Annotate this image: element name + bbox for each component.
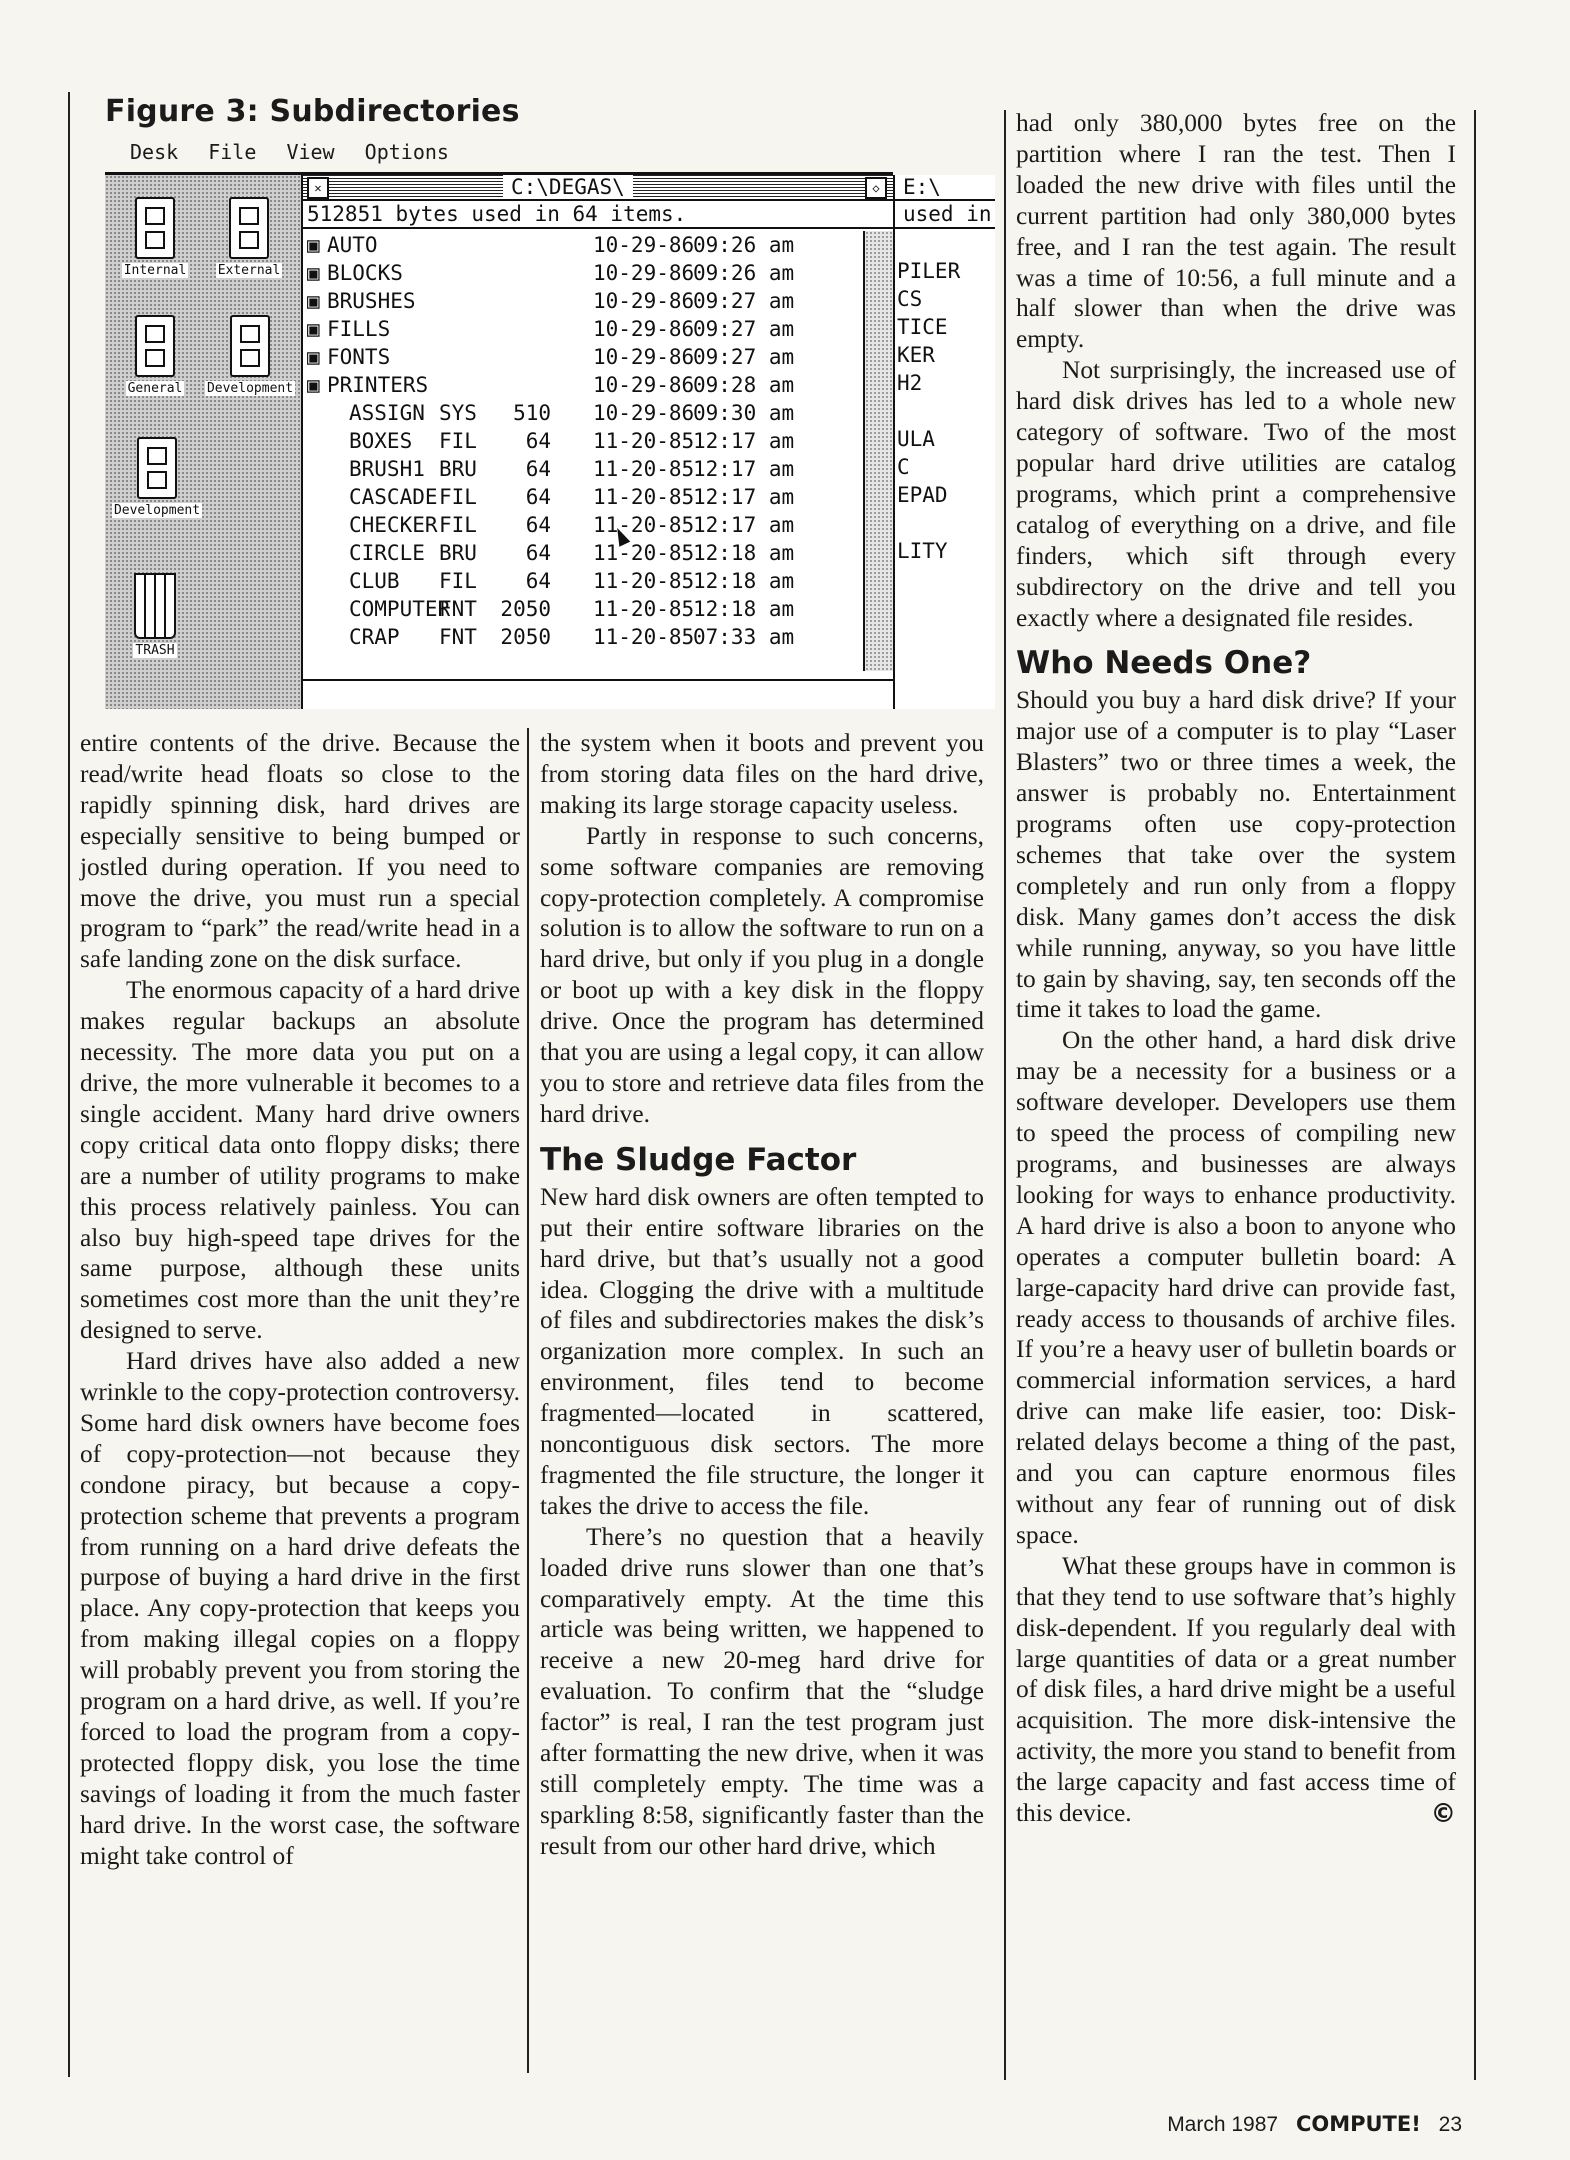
file-time: 09:27 am bbox=[693, 289, 795, 313]
file-ext: FNT bbox=[439, 597, 477, 621]
paragraph bbox=[540, 728, 984, 821]
footer-magazine: COMPUTE! bbox=[1295, 2112, 1421, 2136]
paragraph bbox=[80, 728, 520, 975]
file-size: 510 bbox=[513, 401, 551, 425]
menu-options: Options bbox=[364, 140, 449, 164]
drive-icon-internal: Internal bbox=[115, 197, 195, 278]
end-of-article-mark: © bbox=[1430, 1798, 1456, 1829]
file-date: 10-29-86 bbox=[593, 233, 695, 257]
paragraph-text: Partly in response to such concerns, some software companies are removing copy-protection completely. A compromise solution is to allow the software to run on a hard drive, but only if you plug in a dongle or boot up with a key disk in the floppy drive. Once the program has determined that you are using a legal copy, it can allow you to store and retrieve data files from the hard drive. bbox=[540, 821, 984, 1128]
file-row[interactable] bbox=[303, 595, 843, 623]
paragraph-text: The enormous capacity of a hard drive makes regular backups an absolute necessity. The more data you put on a drive, the more vulnerable it becomes to a single accident. Many hard drive owners copy critical data onto floppy disks; there are a number of utility programs to make this process relatively painless. You can also buy high-speed tape drives for the same purpose, although these units sometimes cost more than the unit they’re designed to serve. bbox=[80, 976, 520, 1345]
file-date: 11-20-85 bbox=[593, 569, 695, 593]
file-name: ASSIGN bbox=[349, 401, 425, 425]
close-box-icon: ✕ bbox=[307, 177, 329, 199]
file-ext: FIL bbox=[439, 569, 477, 593]
file-date: 11-20-85 bbox=[593, 457, 695, 481]
file-row[interactable] bbox=[303, 399, 843, 427]
file-row[interactable] bbox=[303, 483, 843, 511]
file-date: 10-29-86 bbox=[593, 317, 695, 341]
file-cabinet-icon bbox=[229, 197, 269, 259]
page-footer bbox=[1167, 2112, 1462, 2137]
column-right bbox=[1016, 108, 1456, 1829]
desktop-area bbox=[105, 175, 301, 709]
file-size: 64 bbox=[525, 429, 551, 453]
paragraph-text: On the other hand, a hard disk drive may be a necessity for a business or a software developer. Developers use them to speed the process of compiling new programs, and businesses are always looking for ways to enhance productivity. A hard drive is also a boon to anyone who operates a computer bulletin board: A large-capacity hard drive can provide fast, ready access to thousands of archive files. If you’re a heavy user of bulletin boards or commercial information services, a hard drive can make life easier, too: Disk-related delays become a thing of the past, and you can capture enormous files without any fear of running out of disk space. bbox=[1016, 1026, 1456, 1549]
file-time: 09:27 am bbox=[693, 317, 795, 341]
file-row[interactable] bbox=[303, 343, 843, 371]
paragraph-text: Not surprisingly, the increased use of hard disk drives has led to a whole new category of software. Two of the most popular hard drive utilities are catalog programs, which print a comprehensive catalog of everything on a drive, and file finders, which sift through every subdirectory on the drive and tell you exactly where a designated file resides. bbox=[1016, 356, 1456, 632]
file-row[interactable] bbox=[303, 567, 843, 595]
window-info-line: 512851 bytes used in 64 items. bbox=[303, 201, 893, 229]
file-cabinet-icon bbox=[135, 197, 175, 259]
section-heading bbox=[1016, 645, 1456, 681]
file-time: 12:17 am bbox=[693, 429, 795, 453]
file-row[interactable] bbox=[303, 315, 843, 343]
file-row[interactable] bbox=[303, 231, 843, 259]
file-name: FONTS bbox=[327, 345, 391, 369]
file-date: 10-29-86 bbox=[593, 261, 695, 285]
drive-icon-general: General bbox=[115, 315, 195, 396]
file-size: 2050 bbox=[500, 625, 551, 649]
file-ext: FNT bbox=[439, 625, 477, 649]
drive-e-row[interactable]: LITY bbox=[897, 539, 948, 563]
file-row[interactable] bbox=[303, 623, 843, 651]
file-name: BRUSH1 bbox=[349, 457, 425, 481]
drive-e-list bbox=[895, 229, 995, 565]
file-ext: SYS bbox=[439, 401, 477, 425]
file-date: 10-29-86 bbox=[593, 345, 695, 369]
drive-e-row[interactable]: TICE bbox=[897, 315, 948, 339]
file-ext: FIL bbox=[439, 429, 477, 453]
file-cabinet-icon bbox=[137, 437, 177, 499]
file-row[interactable] bbox=[303, 539, 843, 567]
file-size: 64 bbox=[525, 457, 551, 481]
file-time: 09:28 am bbox=[693, 373, 795, 397]
drive-e-row[interactable] bbox=[895, 509, 995, 537]
file-name: CLUB bbox=[349, 569, 400, 593]
file-row[interactable] bbox=[303, 371, 843, 399]
file-size: 64 bbox=[525, 513, 551, 537]
file-size: 64 bbox=[525, 541, 551, 565]
file-date: 10-29-86 bbox=[593, 401, 695, 425]
paragraph bbox=[540, 1182, 984, 1522]
menu-desk: Desk bbox=[130, 140, 179, 164]
figure-title: Figure 3: Subdirectories bbox=[105, 94, 520, 129]
file-size: 2050 bbox=[500, 597, 551, 621]
folder-icon: ▣ bbox=[307, 289, 320, 313]
file-ext: FIL bbox=[439, 513, 477, 537]
file-name: CRAP bbox=[349, 625, 400, 649]
file-row[interactable] bbox=[303, 511, 843, 539]
directory-window bbox=[301, 175, 893, 709]
paragraph bbox=[1016, 355, 1456, 633]
paragraph bbox=[1016, 108, 1456, 355]
file-name: PRINTERS bbox=[327, 373, 429, 397]
file-date: 10-29-86 bbox=[593, 373, 695, 397]
footer-date: March 1987 bbox=[1167, 2113, 1279, 2136]
drive-icon-development: Development bbox=[201, 315, 299, 396]
drive-e-row[interactable]: PILER bbox=[897, 259, 961, 283]
paragraph bbox=[540, 821, 984, 1130]
file-row[interactable] bbox=[303, 287, 843, 315]
file-date: 11-20-85 bbox=[593, 513, 695, 537]
paragraph-text: had only 380,000 bytes free on the partition where I ran the test. Then I loaded the new drive with files until the current partition had only 380,000 bytes free, and I ran the test again. The result was a time of 10:56, a full minute and a half slower than when the drive was empty. bbox=[1016, 109, 1456, 354]
window-title: C:\DEGAS\ bbox=[503, 175, 633, 199]
file-name: FILLS bbox=[327, 317, 391, 341]
file-name: BLOCKS bbox=[327, 261, 403, 285]
paragraph-text: There’s no question that a heavily loaded drive runs slower than one that’s comparatively empty. At the time this article was being written, we happened to receive a new 20-meg hard drive for evaluation. To confirm that the “sludge factor” is real, I ran the test program just after formatting the new drive, when it was still completely empty. The time was a sparkling 8:58, significantly faster than the result from our other hard drive, which bbox=[540, 1522, 984, 1860]
fuller-box-icon: ◇ bbox=[865, 177, 887, 199]
file-time: 12:18 am bbox=[693, 597, 795, 621]
column-rule-middle-right bbox=[1004, 110, 1006, 2080]
file-cabinet-icon bbox=[230, 315, 270, 377]
paragraph bbox=[1016, 1551, 1456, 1829]
desktop-menu-bar bbox=[130, 140, 467, 164]
column-left bbox=[80, 728, 520, 1872]
menu-file: File bbox=[208, 140, 257, 164]
folder-icon: ▣ bbox=[307, 373, 320, 397]
file-row[interactable] bbox=[303, 455, 843, 483]
column-rule-middle-left bbox=[527, 728, 529, 2073]
paragraph bbox=[1016, 1025, 1456, 1550]
file-ext: BRU bbox=[439, 541, 477, 565]
file-list bbox=[303, 231, 843, 651]
drive-icon-development-2: Development bbox=[107, 437, 207, 518]
drive-e-row[interactable]: KER bbox=[897, 343, 935, 367]
file-cabinet-icon bbox=[135, 315, 175, 377]
drive-e-window bbox=[893, 175, 995, 709]
file-name: AUTO bbox=[327, 233, 378, 257]
file-time: 12:18 am bbox=[693, 569, 795, 593]
file-ext: FIL bbox=[439, 485, 477, 509]
file-time: 12:17 am bbox=[693, 513, 795, 537]
drive-icon-external: External bbox=[203, 197, 295, 278]
file-time: 07:33 am bbox=[693, 625, 795, 649]
trash-can: TRASH bbox=[115, 573, 195, 658]
file-name: CIRCLE bbox=[349, 541, 425, 565]
section-heading bbox=[540, 1142, 984, 1178]
drive-e-row[interactable] bbox=[895, 397, 995, 425]
column-rule-right bbox=[1474, 110, 1476, 2080]
file-date: 11-20-85 bbox=[593, 625, 695, 649]
paragraph bbox=[1016, 685, 1456, 1025]
file-time: 09:27 am bbox=[693, 345, 795, 369]
folder-icon: ▣ bbox=[307, 345, 320, 369]
file-name: BRUSHES bbox=[327, 289, 416, 313]
drive-e-row[interactable]: CS bbox=[897, 287, 923, 311]
paragraph-text: The Sludge Factor bbox=[540, 1141, 857, 1178]
file-date: 10-29-86 bbox=[593, 289, 695, 313]
file-date: 11-20-85 bbox=[593, 597, 695, 621]
desktop-screenshot bbox=[105, 172, 992, 709]
file-name: COMPUTER bbox=[349, 597, 451, 621]
file-name: CHECKER bbox=[349, 513, 438, 537]
file-date: 11-20-85 bbox=[593, 541, 695, 565]
file-time: 12:17 am bbox=[693, 457, 795, 481]
file-time: 12:17 am bbox=[693, 485, 795, 509]
paragraph-text: Should you buy a hard disk drive? If your major use of a computer is to play “Laser Blasters” two or three times a week, the answer is probably no. Entertainment programs often use copy-protection schemes that take over the system completely and run only from a floppy disk. Many games don’t access the disk while running, anyway, so you have little to gain by shaving, say, ten seconds off the time it takes to load the game. bbox=[1016, 686, 1456, 1024]
paragraph-text: What these groups have in common is that they tend to use software that’s highly disk-dependent. If you regularly deal with large quantities of data or a great number of disk files, a hard drive might be a useful acquisition. The more disk-intensive the activity, the more you stand to benefit from the large capacity and fast access time of this device. bbox=[1016, 1551, 1456, 1828]
folder-icon: ▣ bbox=[307, 233, 320, 257]
file-size: 64 bbox=[525, 569, 551, 593]
horizontal-scrollbar bbox=[303, 679, 893, 709]
file-row[interactable] bbox=[303, 427, 843, 455]
column-middle bbox=[540, 728, 984, 1862]
paragraph bbox=[540, 1522, 984, 1862]
drive-e-title: E:\ bbox=[895, 175, 995, 201]
paragraph-text: Who Needs One? bbox=[1016, 645, 1312, 682]
paragraph-text: Hard drives have also added a new wrinkle to the copy-protection controversy. Some hard disk owners have become foes of copy-protection—not because they condone piracy, but because a copy-protection scheme that prevents a program from running on a hard drive defeats the purpose of buying a hard drive in the first place. Any copy-protection that keeps you from making illegal copies on a floppy will probably prevent you from storing the program on a hard drive, as well. If you’re forced to load the program from a copy-protected floppy disk, you lose the time savings of loading it from the much faster hard drive. In the worst case, the software might take control of bbox=[80, 1347, 520, 1870]
paragraph-text: the system when it boots and prevent you from storing data files on the hard drive, making its large storage capacity useless. bbox=[540, 729, 984, 819]
footer-page-number: 23 bbox=[1438, 2113, 1462, 2136]
drive-e-row[interactable]: ULA bbox=[897, 427, 935, 451]
file-date: 11-20-85 bbox=[593, 429, 695, 453]
trash-icon bbox=[134, 573, 176, 639]
vertical-scrollbar bbox=[863, 231, 893, 671]
paragraph bbox=[80, 1346, 520, 1871]
drive-e-row[interactable]: H2 bbox=[897, 371, 923, 395]
file-time: 12:18 am bbox=[693, 541, 795, 565]
folder-icon: ▣ bbox=[307, 261, 320, 285]
file-time: 09:26 am bbox=[693, 261, 795, 285]
file-row[interactable] bbox=[303, 259, 843, 287]
file-time: 09:26 am bbox=[693, 233, 795, 257]
paragraph bbox=[80, 975, 520, 1346]
paragraph-text: New hard disk owners are often tempted to put their entire software libraries on the hard drive, but that’s usually not a good idea. Clogging the drive with a multitude of files and subdirectories makes the disk’s organization more complex. In such an environment, files tend to become fragmented—located in scattered, noncontiguous disk sectors. The more fragmented the file structure, the longer it takes the drive to access the file. bbox=[540, 1182, 984, 1520]
drive-e-row[interactable]: EPAD bbox=[897, 483, 948, 507]
menu-view: View bbox=[286, 140, 335, 164]
drive-e-row[interactable] bbox=[895, 229, 995, 257]
file-name: CASCADE bbox=[349, 485, 438, 509]
drive-e-row[interactable]: C bbox=[897, 455, 910, 479]
column-rule-left bbox=[68, 92, 70, 2077]
file-name: BOXES bbox=[349, 429, 413, 453]
file-ext: BRU bbox=[439, 457, 477, 481]
drive-e-info: used in bbox=[895, 201, 995, 229]
window-title-bar bbox=[303, 175, 893, 201]
file-size: 64 bbox=[525, 485, 551, 509]
paragraph-text: entire contents of the drive. Because the read/write head floats so close to the rapidly spinning disk, hard drives are especially sensitive to being bumped or jostled during operation. If you need to move the drive, you must run a special program to “park” the read/write head in a safe landing zone on the disk surface. bbox=[80, 729, 520, 974]
file-time: 09:30 am bbox=[693, 401, 795, 425]
folder-icon: ▣ bbox=[307, 317, 320, 341]
file-date: 11-20-85 bbox=[593, 485, 695, 509]
